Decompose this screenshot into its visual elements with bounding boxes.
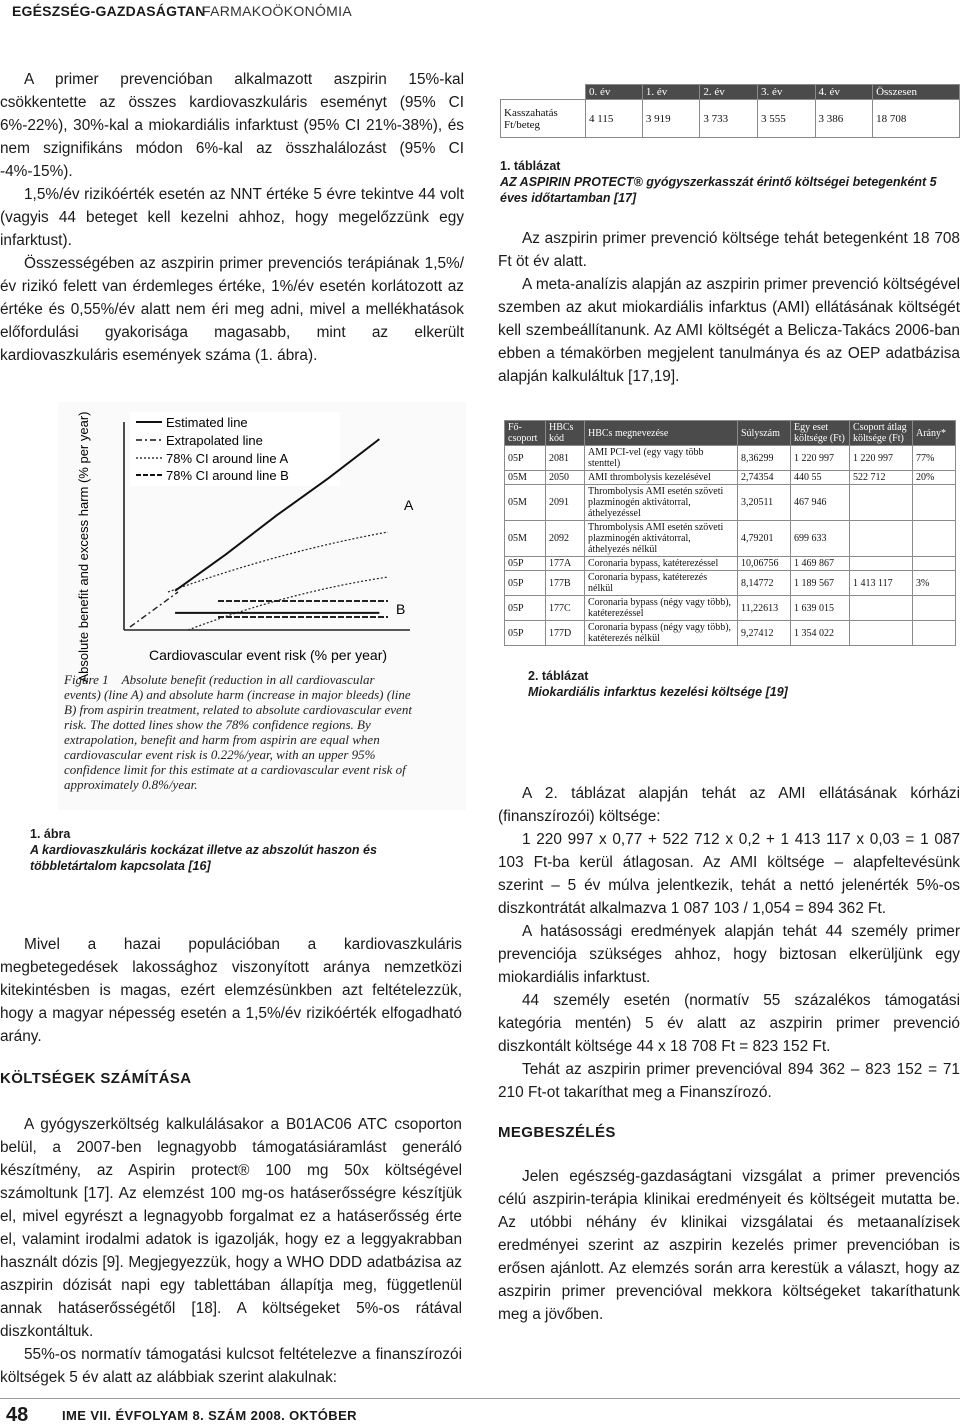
inner-caption-title: Figure 1 — [64, 672, 109, 687]
table-header-cell: 4. év — [815, 85, 873, 100]
table-cell: Coronaria bypass, katéterezéssel — [585, 557, 738, 571]
table-cell: 177D — [546, 621, 585, 646]
table-cell: 20% — [913, 471, 956, 485]
table-cell: 1 220 997 — [850, 446, 913, 471]
table-header-cell: Arány* — [913, 421, 956, 446]
table-cell: 177C — [546, 596, 585, 621]
table-cell: AMI thrombolysis kezelésével — [585, 471, 738, 485]
table-cell: 522 712 — [850, 471, 913, 485]
table-cell: Coronaria bypass, katéterezés nélkül — [585, 571, 738, 596]
table1 — [500, 84, 960, 138]
page-footer — [0, 1398, 960, 1424]
table-cell: 1 413 117 — [850, 571, 913, 596]
table-cell: Coronaria bypass (négy vagy több), katéterezéssel — [585, 596, 738, 621]
table-cell: AMI PCI-vel (egy vagy több stenttel) — [585, 446, 738, 471]
table-cell: 1 639 015 — [791, 596, 850, 621]
table1-block — [500, 84, 960, 206]
caption-number: 1. táblázat — [500, 159, 561, 173]
table-cell: 2091 — [546, 485, 585, 521]
table-header-cell: Összesen — [873, 85, 960, 100]
header-subsection: FARMAKOÖKONÓMIA — [202, 3, 352, 19]
table-cell — [913, 596, 956, 621]
table-cell: 10,06756 — [738, 557, 791, 571]
table-cell: 3% — [913, 571, 956, 596]
table-cell — [913, 521, 956, 557]
table-cell — [913, 485, 956, 521]
table2-body — [505, 446, 956, 646]
paragraph: Tehát az aszpirin primer prevencióval 894 362 – 823 152 = 71 210 Ft-ot takaríthat meg a Finanszírozó. — [498, 1061, 960, 1101]
table-cell: 1 469 867 — [791, 557, 850, 571]
paragraph: Jelen egészség-gazdaságtani vizsgálat a primer prevenciós célú aszpirin-terápia klinikai eredményeit és költségeit mutatta be. Az utóbbi néhány év klinikai vizsgálatai és metaanalízisek eredményei szerint az aszpirin kezelés primer prevencióban is erősen ajánlott. Az elemzés során arra kerestük a választ, hogy az aszpirin primer prevencióval mekkora költségeket takaríthatunk meg a jövőben. — [498, 1168, 960, 1323]
table-row — [505, 621, 956, 646]
table-cell: 2081 — [546, 446, 585, 471]
table2-block — [504, 420, 956, 700]
table-row — [501, 100, 960, 138]
table-header-cell: Súlyszám — [738, 421, 791, 446]
paragraph: A meta-analízis alapján az aszpirin primer prevenció költségével szemben az akut miokardiális infarktus (AMI) ellátásának költségét kell szembeállítanunk. Az AMI költségét a Belicza-Takács 2006-ban ebben a témakörben megjelent tanulmánya és az OEP adatbázisa alapján kalkuláltuk [17,19]. — [498, 276, 960, 385]
section-heading: MEGBESZÉLÉS — [498, 1124, 616, 1141]
extrapolated-line-a — [130, 592, 178, 627]
table-cell: Thrombolysis AMI esetén szöveti plazminogén aktivátorral, áthelyezéssel — [585, 485, 738, 521]
table-row — [505, 596, 956, 621]
caption-number: 1. ábra — [30, 827, 71, 841]
table-cell: Coronaria bypass (négy vagy több), katéterezés nélkül — [585, 621, 738, 646]
table-row — [505, 446, 956, 471]
table-cell: 177A — [546, 557, 585, 571]
table-cell: 05P — [505, 621, 546, 646]
paragraph: Összességében az aszpirin primer prevenciós terápiának 1,5%/év rizikó felett van érdemleges értéke, 1%/év esetén korlátozott az értéke és 0,55%/év alatt nem éri meg adni, mivel a mellékhatások előfordulási gyakorisága magasabb, mint az elkerült kardiovaszkuláris események száma (1. ábra). — [0, 255, 464, 364]
table-cell: 3,20511 — [738, 485, 791, 521]
table-cell — [913, 621, 956, 646]
table-cell: 1 189 567 — [791, 571, 850, 596]
table-cell — [850, 557, 913, 571]
figure1-inner-caption — [64, 672, 412, 792]
table-cell: 05P — [505, 557, 546, 571]
table-header-cell: HBCs megnevezése — [585, 421, 738, 446]
table-cell: 1 220 997 — [791, 446, 850, 471]
table-cell: 3 386 — [815, 100, 873, 138]
table-cell: 05M — [505, 485, 546, 521]
table-cell: 11,22613 — [738, 596, 791, 621]
line-a-label: A — [404, 497, 414, 513]
table-header-cell: 1. év — [642, 85, 700, 100]
caption-text: Miokardiális infarktus kezelési költsége [19] — [528, 685, 788, 699]
table-header-cell: Csoport átlag költsége (Ft) — [850, 421, 913, 446]
figure1-caption — [30, 826, 460, 874]
table-cell: 3 919 — [642, 100, 700, 138]
table-header-cell: Fő-csoport — [505, 421, 546, 446]
table-cell: 467 946 — [791, 485, 850, 521]
table-cell: 77% — [913, 446, 956, 471]
paragraph: A 2. táblázat alapján tehát az AMI ellátásának kórházi (finanszírozói) költsége: — [498, 785, 960, 825]
paragraph: Az aszpirin primer prevenció költsége tehát betegenként 18 708 Ft öt év alatt. — [498, 230, 960, 270]
table-cell: 440 55 — [791, 471, 850, 485]
table-cell — [850, 521, 913, 557]
right-column-top — [498, 227, 960, 388]
table-cell: 1 354 022 — [791, 621, 850, 646]
left-column-top — [0, 68, 464, 367]
figure1 — [58, 402, 466, 810]
row-label: Kasszahatás Ft/beteg — [501, 100, 586, 138]
table-cell: Thrombolysis AMI esetén szöveti plazminogén aktivátorral, áthelyezés nélkül — [585, 521, 738, 557]
header-section: EGÉSZSÉG-GAZDASÁGTAN — [12, 3, 206, 19]
left-column-bottom — [0, 933, 462, 1389]
table-cell: 05P — [505, 446, 546, 471]
table-cell — [913, 557, 956, 571]
table-cell — [850, 621, 913, 646]
table-cell: 05P — [505, 596, 546, 621]
table-cell: 8,36299 — [738, 446, 791, 471]
legend-entry: Estimated line — [166, 415, 248, 430]
table-row — [505, 521, 956, 557]
table-header-cell: Egy eset költsége (Ft) — [791, 421, 850, 446]
table-header-cell: 0. év — [586, 85, 643, 100]
table1-caption — [500, 158, 960, 206]
table-cell: 4 115 — [586, 100, 643, 138]
table-corner — [501, 85, 586, 100]
table-cell: 05P — [505, 571, 546, 596]
paragraph: Mivel a hazai populációban a kardiovaszkuláris megbetegedések lakossághoz viszonyított aránya nemzetközi kitekintésben is magas, ezért elemzésünkben azt feltételezzük, hogy a magyar népesség esetén a 1,5%/év rizikóérték elfogadható arány. — [0, 936, 462, 1045]
table-cell: 3 733 — [700, 100, 758, 138]
table-cell: 4,79201 — [738, 521, 791, 557]
line-b-label: B — [396, 601, 406, 617]
table-header-row — [505, 421, 956, 446]
table-header-row — [501, 85, 960, 100]
journal-info: IME VII. ÉVFOLYAM 8. SZÁM 2008. OKTÓBER — [62, 1408, 357, 1423]
table-cell: 177B — [546, 571, 585, 596]
table-cell — [850, 596, 913, 621]
legend-entry: Extrapolated line — [166, 433, 263, 448]
caption-text: AZ ASPIRIN PROTECT® gyógyszerkasszát érintő költségei betegenként 5 éves időtartamban [17] — [500, 175, 937, 205]
table-cell: 2050 — [546, 471, 585, 485]
inner-caption-text: Absolute benefit (reduction in all cardiovascular events) (line A) and absolute harm (increase in major bleeds) (line B) from aspirin treatment, related to absolute cardiovascular event risk. The dotted lines show the 78% confidence regions. By extrapolation, benefit and harm from aspirin are equal when cardiovascular event risk is 0.22%/year, with an upper 95% confidence limit for this estimate at a cardiovascular event risk of approximately 0.8%/year. — [64, 672, 412, 792]
caption-text: A kardiovaszkuláris kockázat illetve az abszolút haszon és többletártalom kapcsolata [16] — [30, 843, 377, 873]
table2-caption — [528, 668, 956, 700]
table-cell: 3 555 — [757, 100, 815, 138]
table-row — [505, 571, 956, 596]
footer-rule — [0, 1398, 960, 1399]
paragraph: A primer prevencióban alkalmazott aszpirin 15%-kal csökkentette az összes kardiovaszkuláris eseményt (95% CI 6%-22%), 30%-kal a miokardiális infarktust (95% CI 21%-38%), és nem szignifikáns módon 6%-kal az összhalálozást (95% CI -4%-15%). — [0, 71, 464, 180]
table-cell: 18 708 — [873, 100, 960, 138]
right-column-bottom — [498, 782, 960, 1326]
table-header-cell: 2. év — [700, 85, 758, 100]
table2 — [504, 420, 956, 646]
table-cell: 2092 — [546, 521, 585, 557]
table-row — [505, 485, 956, 521]
paragraph: 44 személy esetén (normatív 55 százalékos támogatási kategória mentén) 5 év alatt az aszpirin primer prevenció diszkontált költsége 44 x 18 708 Ft = 823 152 Ft. — [498, 992, 960, 1055]
y-axis-label: Absolute benefit and excess harm (% per year) — [76, 411, 91, 683]
caption-number: 2. táblázat — [528, 669, 589, 683]
table-cell — [850, 485, 913, 521]
legend-entry: 78% CI around line B — [166, 468, 289, 483]
ci-lower-line-a — [188, 577, 388, 630]
table-header-cell: 3. év — [757, 85, 815, 100]
table-header-cell: HBCs kód — [546, 421, 585, 446]
table-cell: 699 633 — [791, 521, 850, 557]
paragraph: 1 220 997 x 0,77 + 522 712 x 0,2 + 1 413 117 x 0,03 = 1 087 103 Ft-ba kerül átlagosan. Az AMI költsége – alapfeltevésünk szerint – 5 év múlva jelentkezik, tehát a nettó jelenérték 5%-os diszkontrátát alkalmazva 1 087 103 / 1,054 = 894 362 Ft. — [498, 831, 960, 917]
paragraph: A hatásossági eredmények alapján tehát 44 személy primer prevenciója szükséges ahhoz, hogy biztosan elkerüljünk egy miokardiális infarktust. — [498, 923, 960, 986]
x-axis-label: Cardiovascular event risk (% per year) — [148, 647, 388, 663]
paragraph: 1,5%/év rizikóérték esetén az NNT értéke 5 évre tekintve 44 volt (vagyis 44 beteget kell kezelni ahhoz, hogy megelőzzünk egy infarktust). — [0, 186, 464, 249]
paragraph: 55%-os normatív támogatási kulcsot feltételezve a finanszírozói költségek 5 év alatt az alábbiak szerint alakulnak: — [0, 1346, 462, 1386]
page-number: 48 — [6, 1404, 29, 1426]
table-cell: 2,74354 — [738, 471, 791, 485]
table-cell: 9,27412 — [738, 621, 791, 646]
table-row — [505, 557, 956, 571]
table-cell: 05M — [505, 521, 546, 557]
legend-entry: 78% CI around line A — [166, 451, 289, 466]
section-heading: KÖLTSÉGEK SZÁMÍTÁSA — [0, 1070, 192, 1087]
running-header — [0, 0, 960, 26]
paragraph: A gyógyszerköltség kalkulálásakor a B01AC06 ATC csoporton belül, a 2007-ben legnagyobb támogatásiáramlást generáló készítmény, az Aspirin protect® 100 mg 50x költségével számoltunk [17]. Az elemzést 100 mg-os hatáserősségre készítjük el, mivel egyrészt a legnagyobb forgalmat ez a hatáserősség érte el, valamint irodalmi adatok is igazolják, hogy ez a leggyakrabban használt dózis [9]. Megjegyezzük, hogy a WHO DDD adatbázisa az aszpirin dózisát napi egy tablettában állapítja meg, függetlenül annak hatáserősségétől [18]. A költségeket 5%-os rátával diszkontáltuk. — [0, 1116, 462, 1340]
table-row — [505, 471, 956, 485]
table-cell: 8,14772 — [738, 571, 791, 596]
table-cell: 05M — [505, 471, 546, 485]
